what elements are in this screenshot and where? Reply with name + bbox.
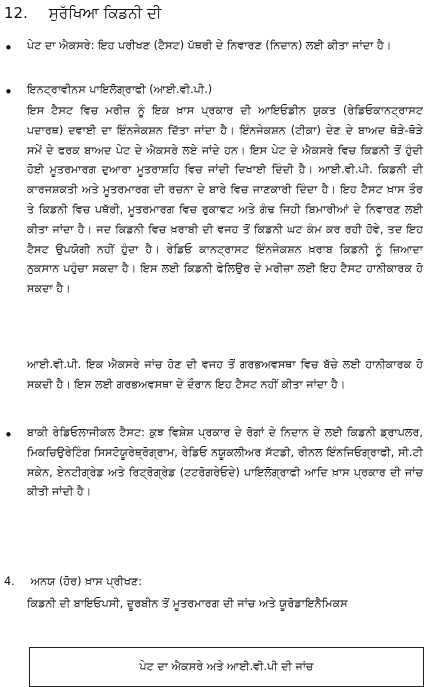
bullet-marker: •: [4, 426, 13, 444]
callout-text: ਪੇਟ ਦਾ ਐਕਸਰੇ ਅਤੇ ਆਈ.ਵੀ.ਪੀ ਦੀ ਜਾਂਚ: [139, 660, 314, 673]
ivp-description-paragraph: ਇਸ ਟੈਸਟ ਵਿਚ ਮਰੀਜ਼ ਨੂੰ ਇਕ ਖ਼ਾਸ ਪ੍ਰਕਾਰ ਦੀ ਆਇਓਡੀਨ ਯੁਕਤ (ਰੇਡਿਓਕਾਨਟ੍ਰਾਸਟ ਪਦਾਰਥ) ਦਵਾਈ ਦਾ ਇੰਨਜੇਕਸ਼ਨ ਦਿੱਤਾ ਜਾਂਦਾ ਹੈ। ਇੰਨਜੇਕਸ਼ਨ (ਟੀਕਾ) ਦੇਣ ਦੇ ਬਾਅਦ ਥੋੜੇ-ਥੋੜੇ ਸਮੇਂ ਦੇ ਫਰਕ ਬਾਅਦ ਪੇਟ ਦੇ ਐਕਸਰੇ ਲਏ ਜਾਂਦੇ ਹਨ। ਇਸ ਪੇਟ ਦੇ ਐਕਸਰੇ ਵਿਚ ਕਿਡਨੀ ਤੋਂ ਹੁੰਦੀ ਹੋਈ ਮੂਤਰਮਾਰਗ ਦੁਆਰਾ ਮੂਤਰਾਸ਼ਹਿ ਵਿਚ ਜਾਂਦੀ ਦਿਖਾਈ ਦਿੰਦੀ ਹੈ। ਆਈ.ਵੀ.ਪੀ. ਕਿਡਨੀ ਦੀ ਕਾਰਜਸ਼ਕਤੀ ਅਤੇ ਮੂਤਰਮਾਰਗ ਦੀ ਰਚਨਾ ਦੇ ਬਾਰੇ ਵਿਚ ਜਾਣਕਾਰੀ ਦਿੰਦਾ ਹੈ। ਇਹ ਟੈਸਟ ਖ਼ਾਸ ਤੌਰ ਤੇ ਕਿਡਨੀ ਵਿਚ ਪਥੱਰੀ, ਮੂਤਰਮਾਰਗ ਵਿਚ ਰੁਕਾਵਟ ਅਤੇ ਗੰਢ ਜਿਹੀ ਬਿਮਾਰੀਆਂ ਦੇ ਨਿਵਾਰਣ ਲਈ ਕੀਤਾ ਜਾਂਦਾ ਹੈ। ਜਦ ਕਿਡਨੀ ਵਿਚ ਖ਼ਰਾਬੀ ਦੀ ਵਜਹ ਤੋਂ ਕਿਡਨੀ ਘਟ ਕੰਮ ਕਰ ਰਹੀ ਹੋਵੇ, ਤਦ ਇਹ ਟੈਸਟ ਉਪਯੋਗੀ ਨਹੀਂ ਹੁੰਦਾ ਹੈ। ਰੇਡਿਓ ਕਾਨਟ੍ਰਾਸਟ ਇੰਨਜੇਕਸ਼ਨ ਖ਼ਰਾਬ ਕਿਡਨੀ ਨੂੰ ਜ਼ਿਆਦਾ ਨੁਕਸਾਨ ਪਹੁੰਚਾ ਸਕਦਾ ਹੈ। ਇਸ ਲਈ ਕਿਡਨੀ ਫੇਲਿਉਰ ਦੇ ਮਰੀਜ਼ਾ ਲਈ ਇਹ ਟੈਸਟ ਹਾਨੀਕਾਰਕ ਹੋ ਸਕਦਾ ਹੈ।: [27, 104, 423, 296]
numbered-section-title: ਅਨਯ (ਹੋਰ) ਖ਼ਾਸ ਪ੍ਰੀਖਣ:: [30, 575, 143, 588]
ivp-pregnancy-paragraph: ਆਈ.ਵੀ.ਪੀ. ਇਕ ਐਕਸਰੇ ਜਾਂਚ ਹੋਣ ਦੀ ਵਜਹ ਤੋਂ ਗਰਭਅਵਸਥਾ ਵਿਚ ਬੱਚੇ ਲਈ ਹਾਨੀਕਾਰਕ ਹੋ ਸਕਦੀ ਹੈ। ਇਸ ਲਈ ਗਰਭਅਵਸਥਾ ਦੇ ਦੌਰਾਨ ਇਹ ਟੈਸਟ ਨਹੀਂ ਕੀਤਾ ਜਾਂਦਾ ਹੈ।: [27, 358, 423, 391]
bullet-marker: •: [4, 83, 13, 101]
other-radiological-tests-text: ਬਾਕੀ ਰੇਡਿਓਲਾਜੀਕਲ ਟੈਸਟ: ਕੁਝ ਵਿਸ਼ੇਸ਼ ਪ੍ਰਕਾਰ ਦੇ ਰੋਗਾਂ ਦੇ ਨਿਦਾਨ ਦੇ ਲਈ ਕਿਡਨੀ ਡ੍ਰਾਪਲਰ, ਮਿਕਚਿਉਰੇਟਿੰਗ ਸਿਸਟੋਯੂਰੇਥ੍ਰੋਗ੍ਰਾਮ, ਰੇਡਿਓ ਨਯੂਕਲੀਅਰ ਸੱਟਡੀ, ਰੀਨਲ ਇੰਨਜਿਓਗ੍ਰਾਫੀ, ਸੀ.ਟੀ ਸਕੇਨ, ਏਨਟੀਗ੍ਰੇਡ ਅਤੇ ਰਿਟ੍ਰੋਗ੍ਰੇਡ (ਟਟਰੋਗਰੇਓਦੇ) ਪਾਇਲੋਗ੍ਰਾਫੀ ਆਦਿ ਖ਼ਾਸ ਪ੍ਰਕਾਰ ਦੀ ਜਾਂਚ ਕੀਤੀ ਜਾਂਦੀ ਹੈ।: [27, 426, 423, 499]
bullet-marker: •: [4, 39, 13, 57]
numbered-section-header: [4, 572, 142, 592]
ivp-heading: ਇਨਟ੍ਰਾਵੀਨਸ ਪਾਇਲੋਗ੍ਰਾਫੀ (ਆਈ.ਵੀ.ਪੀ.): [27, 83, 213, 96]
numbered-section-text: ਕਿਡਨੀ ਦੀ ਬਾਇਓਪਸੀ, ਦੂਰਬੀਨ ਤੋਂ ਮੂਤਰਮਾਰਗ ਦੀ ਜਾਂਚ ਅਤੇ ਯੂਰੋਡਾਇਨੈਮਿਕਸ: [27, 597, 348, 610]
bullet-abdominal-xray-text: ਪੇਟ ਦਾ ਐਕਸਰੇ: ਇਹ ਪਰੀਖਣ (ਟੈਸਟ) ਪੱਥਰੀ ਦੇ ਨਿਵਾਰਣ (ਨਿਦਾਨ) ਲਈ ਕੀਤਾ ਜਾਂਦਾ ਹੈ।: [27, 39, 392, 52]
section-number: 12.: [4, 4, 28, 22]
section-header: [4, 2, 161, 24]
numbered-section-number: 4.: [4, 575, 15, 588]
section-title: ਸੁਰੱਖਿਆ ਕਿਡਨੀ ਦੀ: [48, 4, 162, 22]
callout-box: [29, 647, 424, 687]
